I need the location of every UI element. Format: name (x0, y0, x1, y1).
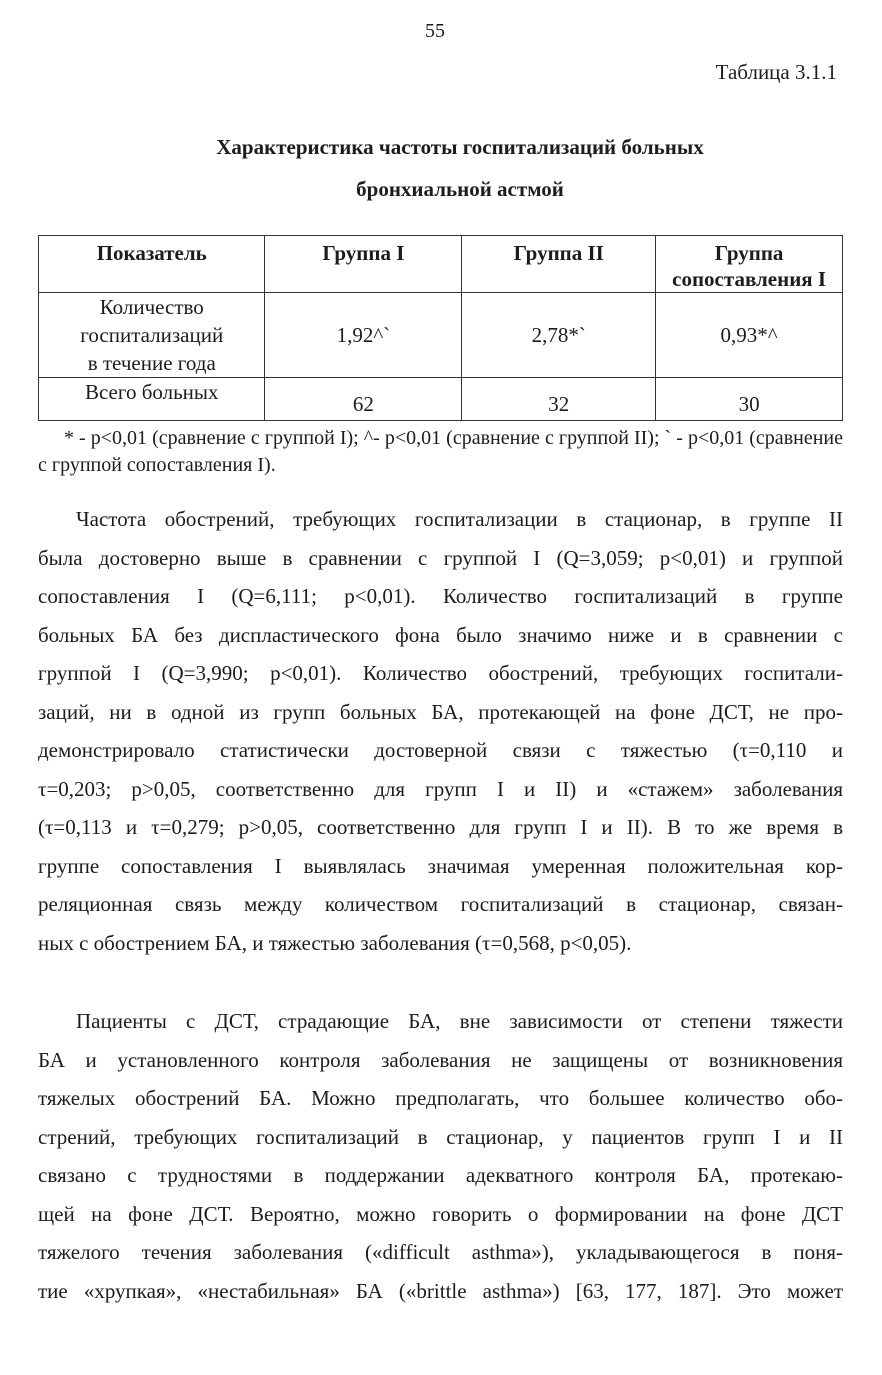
cell-group-1-hospitalizations: 1,92^` (265, 293, 462, 378)
table-label: Таблица 3.1.1 (715, 60, 837, 84)
cell-group-2-total: 32 (462, 378, 656, 421)
text-line: Пациенты с ДСТ, страдающие БА, вне зависимости от степени тяжести (76, 1009, 843, 1033)
cell-group-1-total: 62 (265, 378, 462, 421)
row-label-line: Количество (99, 295, 204, 319)
hospitalization-table (38, 235, 843, 421)
header-indicator: Показатель (39, 236, 265, 293)
text-line: группе сопоставления I выявлялась значимая умеренная положительная кор- (38, 853, 843, 878)
text-line: больных БА без диспластического фона было значимо ниже и в сравнении с (38, 622, 843, 647)
text-line: (τ=0,113 и τ=0,279; р>0,05, соответственно для групп I и II). В то же время в (38, 815, 843, 839)
header-comparison-group: Группа сопоставления I (656, 236, 843, 293)
text-line: была достоверно выше в сравнении с группой I (Q=3,059; р<0,01) и группой (38, 545, 843, 570)
text-line: заций, ни в одной из групп больных БА, протекающей на фоне ДСТ, не про- (38, 699, 843, 724)
text-line: τ=0,203; р>0,05, соответственно для групп I и II) и «стажем» заболевания (38, 776, 843, 801)
text-line: тяжелого течения заболевания («difficult asthma»), укладывающегося в поня- (38, 1240, 843, 1264)
paragraph-1 (38, 500, 843, 962)
cell-group-2-hospitalizations: 2,78*` (462, 293, 656, 378)
row-label-line: госпитализаций (80, 323, 224, 347)
text-line: ных с обострением БА, и тяжестью заболевания (τ=0,568, р<0,05). (38, 930, 632, 955)
table-title-line: бронхиальной астмой (356, 177, 564, 201)
table-row (39, 293, 843, 378)
text-line: реляционная связь между количеством госпитализаций в стационар, связан- (38, 892, 843, 916)
text-line: тяжелых обострений БА. Можно предполагать, что большее количество обо- (38, 1086, 843, 1110)
text-line: щей на фоне ДСТ. Вероятно, можно говорить о формировании на фоне ДСТ (38, 1201, 843, 1226)
row-label-line: в течение года (87, 351, 216, 375)
page-number: 55 (425, 20, 445, 42)
text-line: БА и установленного контроля заболевания не защищены от возникновения (38, 1047, 843, 1072)
table-row (39, 378, 843, 421)
row-label-hospitalizations (39, 293, 265, 378)
text-line: демонстрировало статистически достоверной связи с тяжестью (τ=0,110 и (38, 738, 843, 762)
row-label-line: Всего больных (84, 380, 219, 404)
table-title (40, 126, 880, 210)
table-footnote: * - р<0,01 (сравнение с группой I); ^- р<0,01 (сравнение с группой II); ` - р<0,01 (сравнение с группой сопоставления I). (38, 427, 843, 476)
header-group-2: Группа II (462, 236, 656, 293)
table-title-line: Характеристика частоты госпитализаций больных (216, 135, 704, 159)
text-line: Частота обострений, требующих госпитализации в стационар, в группе II (76, 507, 843, 531)
paragraph-2 (38, 1002, 843, 1310)
cell-comparison-hospitalizations: 0,93*^ (656, 293, 843, 378)
row-label-total-patients (39, 378, 265, 421)
text-line: группой I (Q=3,990; р<0,01). Количество обострений, требующих госпитали- (38, 661, 843, 685)
header-group-1: Группа I (265, 236, 462, 293)
text-line: тие «хрупкая», «нестабильная» БА («brittle asthma») [63, 177, 187]. Это может (38, 1278, 843, 1303)
text-line: сопоставления I (Q=6,111; р<0,01). Количество госпитализаций в группе (38, 584, 843, 608)
cell-comparison-total: 30 (656, 378, 843, 421)
text-line: стрений, требующих госпитализаций в стационар, у пациентов групп I и II (38, 1124, 843, 1149)
text-line: связано с трудностями в поддержании адекватного контроля БА, протекаю- (38, 1163, 843, 1187)
table-header-row (39, 236, 843, 293)
